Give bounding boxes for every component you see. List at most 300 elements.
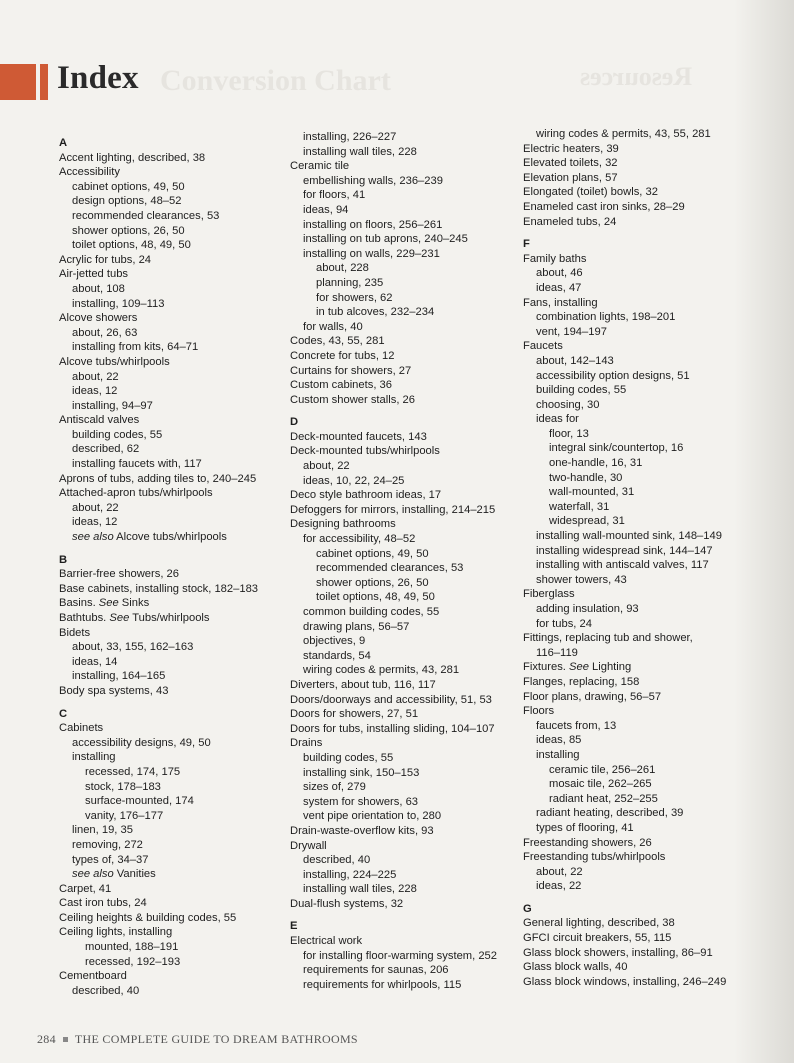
entry-text: 116–119 <box>536 646 578 659</box>
entry-text: Diverters, about tub, 116, 117 <box>290 678 436 691</box>
index-entry <box>59 721 294 736</box>
index-subentry <box>523 427 758 442</box>
entry-text: toilet options, 48, 49, 50 <box>72 239 191 252</box>
index-entry <box>523 252 758 267</box>
index-entry <box>523 916 758 931</box>
cross-reference-text: Alcove tubs/whirlpools <box>113 531 227 544</box>
index-entry <box>290 393 525 408</box>
index-subentry <box>523 281 758 296</box>
entry-text: Aprons of tubs, adding tiles to, 240–245 <box>59 472 257 485</box>
index-entry <box>523 850 758 865</box>
index-entry <box>523 660 758 675</box>
index-entry <box>59 472 294 487</box>
index-entry <box>290 444 525 459</box>
index-subentry <box>59 669 294 684</box>
book-title: THE COMPLETE GUIDE TO DREAM BATHROOMS <box>74 1032 358 1046</box>
entry-text: removing, 272 <box>72 838 143 851</box>
index-subentry <box>59 640 294 655</box>
index-subentry <box>290 561 525 576</box>
entry-text: about, 108 <box>72 282 125 295</box>
entry-text: Drywall <box>290 839 327 852</box>
cross-reference-text: Lighting <box>588 661 632 674</box>
index-subentry <box>59 457 294 472</box>
entry-text: recommended clearances, 53 <box>316 562 464 575</box>
index-subentry <box>290 663 525 678</box>
index-entry <box>523 156 758 171</box>
index-entry <box>59 684 294 699</box>
index-subentry <box>59 340 294 355</box>
entry-text: about, 33, 155, 162–163 <box>72 641 194 654</box>
entry-text: installing with antiscald valves, 117 <box>536 559 709 572</box>
entry-text: General lighting, described, 38 <box>523 917 675 930</box>
entry-text: floor, 13 <box>549 427 589 440</box>
entry-text: Accessibility <box>59 166 120 179</box>
index-subentry <box>290 766 525 781</box>
entry-text: types of, 34–37 <box>72 853 149 866</box>
index-subentry <box>290 882 525 897</box>
index-subentry <box>290 751 525 766</box>
index-subentry <box>59 515 294 530</box>
entry-text: for floors, 41 <box>303 189 366 202</box>
entry-text: Deck-mounted tubs/whirlpools <box>290 445 440 458</box>
entry-text: about, 142–143 <box>536 354 614 367</box>
index-entry <box>59 355 294 370</box>
index-subentry <box>290 963 525 978</box>
entry-text: radiant heat, 252–255 <box>549 792 658 805</box>
entry-text: radiant heating, described, 39 <box>536 807 684 820</box>
entry-text: waterfall, 31 <box>549 500 610 513</box>
index-entry <box>290 517 525 532</box>
index-subentry <box>290 780 525 795</box>
index-subentry <box>59 384 294 399</box>
entry-text: ideas, 12 <box>72 516 118 529</box>
index-entry <box>290 334 525 349</box>
entry-text: for tubs, 24 <box>536 617 592 630</box>
index-entry <box>290 722 525 737</box>
entry-text: ideas, 22 <box>536 880 582 893</box>
index-subentry <box>290 949 525 964</box>
entry-text: ideas for <box>536 413 579 426</box>
index-entry <box>290 159 525 174</box>
entry-text: mounted, 188–191 <box>85 941 179 954</box>
page-number: 284 <box>37 1032 56 1046</box>
index-subentry <box>290 291 525 306</box>
index-entry <box>59 253 294 268</box>
entry-text: Elongated (toilet) bowls, 32 <box>523 186 658 199</box>
index-subentry <box>290 795 525 810</box>
entry-text: Glass block walls, 40 <box>523 961 628 974</box>
see-reference-label: See <box>569 661 589 674</box>
entry-text: mosaic tile, 262–265 <box>549 778 652 791</box>
index-subentry <box>59 765 294 780</box>
entry-text: C <box>59 707 68 720</box>
entry-text: installing on walls, 229–231 <box>303 247 440 260</box>
page-title: Index <box>57 60 139 96</box>
index-subentry <box>523 529 758 544</box>
entry-text: Fiberglass <box>523 588 575 601</box>
entry-text: G <box>523 902 532 915</box>
index-entry <box>523 631 758 646</box>
index-entry <box>59 969 294 984</box>
entry-text: Glass block windows, installing, 246–249 <box>523 975 727 988</box>
index-entry <box>290 378 525 393</box>
index-subentry <box>290 276 525 291</box>
entry-text: described, 40 <box>303 854 371 867</box>
entry-text: planning, 235 <box>316 276 384 289</box>
index-subentry <box>523 310 758 325</box>
entry-text: installing, 109–113 <box>72 297 165 310</box>
entry-text: Curtains for showers, 27 <box>290 364 412 377</box>
entry-text: requirements for whirlpools, 115 <box>303 978 462 991</box>
index-subentry <box>290 978 525 993</box>
entry-text: installing <box>536 748 580 761</box>
section-tab-bar <box>40 64 48 100</box>
index-subentry <box>59 194 294 209</box>
index-subentry <box>523 806 758 821</box>
entry-text: cabinet options, 49, 50 <box>72 180 185 193</box>
index-letter-heading <box>59 136 294 151</box>
entry-text: Attached-apron tubs/whirlpools <box>59 487 213 500</box>
index-letter-heading <box>290 407 525 430</box>
entry-text: Air-jetted tubs <box>59 268 129 281</box>
index-subentry <box>290 218 525 233</box>
entry-text: shower options, 26, 50 <box>316 576 429 589</box>
entry-text: Basins. <box>59 597 99 610</box>
index-entry <box>523 142 758 157</box>
index-subentry <box>290 474 525 489</box>
index-entry <box>523 946 758 961</box>
entry-text: Body spa systems, 43 <box>59 684 169 697</box>
index-subentry <box>290 532 525 547</box>
bleed-through-text: Resources <box>580 62 693 91</box>
entry-text: Designing bathrooms <box>290 518 396 531</box>
entry-text: recessed, 192–193 <box>85 955 181 968</box>
entry-text: installing, 224–225 <box>303 868 397 881</box>
entry-text: Carpet, 41 <box>59 882 112 895</box>
index-subentry <box>290 634 525 649</box>
entry-text: standards, 54 <box>303 649 371 662</box>
index-entry <box>290 707 525 722</box>
entry-text: cabinet options, 49, 50 <box>316 547 429 560</box>
index-subentry <box>523 456 758 471</box>
index-subentry <box>290 868 525 883</box>
entry-text: about, 22 <box>72 370 119 383</box>
index-subentry <box>290 576 525 591</box>
index-subentry <box>523 777 758 792</box>
index-entry <box>290 693 525 708</box>
index-letter-heading <box>59 545 294 568</box>
index-entry <box>59 165 294 180</box>
entry-text: sizes of, 279 <box>303 781 366 794</box>
entry-text: Base cabinets, installing stock, 182–183 <box>59 582 259 595</box>
entry-text: Bathtubs. <box>59 612 110 624</box>
index-entry <box>59 582 294 597</box>
entry-text: system for showers, 63 <box>303 795 419 808</box>
index-subentry <box>523 369 758 384</box>
entry-text: Electric heaters, 39 <box>523 142 619 155</box>
entry-text: surface-mounted, 174 <box>85 795 194 808</box>
entry-text: Barrier-free showers, 26 <box>59 568 179 581</box>
index-letter-heading <box>523 894 758 917</box>
entry-text: installing from kits, 64–71 <box>72 341 199 354</box>
index-entry <box>290 736 525 751</box>
index-subentry <box>290 809 525 824</box>
see-reference-label: See <box>98 597 119 610</box>
index-entry <box>523 675 758 690</box>
entry-text: recessed, 174, 175 <box>85 765 181 778</box>
index-entry <box>523 960 758 975</box>
index-subentry <box>523 471 758 486</box>
entry-text: ideas, 12 <box>72 385 118 398</box>
index-subentry <box>59 940 294 955</box>
entry-text: ideas, 94 <box>303 203 349 216</box>
index-subentry <box>523 763 758 778</box>
index-entry <box>290 503 525 518</box>
entry-text: Alcove showers <box>59 312 138 325</box>
index-entry <box>523 339 758 354</box>
entry-text: widespread, 31 <box>549 515 625 528</box>
index-subentry <box>59 282 294 297</box>
index-subentry <box>59 501 294 516</box>
entry-text: for walls, 40 <box>303 320 363 333</box>
entry-text: Elevated toilets, 32 <box>523 157 618 170</box>
entry-text: Drains <box>290 737 323 750</box>
index-entry <box>290 364 525 379</box>
entry-text: about, 26, 63 <box>72 326 138 339</box>
entry-text: requirements for saunas, 206 <box>303 964 449 977</box>
index-subentry <box>523 646 758 661</box>
index-entry <box>290 430 525 445</box>
entry-text: vanity, 176–177 <box>85 809 164 822</box>
entry-text: stock, 178–183 <box>85 780 161 793</box>
entry-text: installing sink, 150–153 <box>303 766 420 779</box>
entry-text: ideas, 10, 22, 24–25 <box>303 474 405 487</box>
index-subentry <box>523 500 758 515</box>
entry-text: Doors for tubs, installing sliding, 104–107 <box>290 722 495 735</box>
entry-text: recommended clearances, 53 <box>72 209 220 222</box>
entry-text: Doors for showers, 27, 51 <box>290 708 419 721</box>
index-subentry <box>59 399 294 414</box>
entry-text: Fittings, replacing tub and shower, <box>523 632 693 645</box>
entry-text: Faucets <box>523 340 563 353</box>
entry-text: Cementboard <box>59 970 127 983</box>
index-entry <box>523 975 758 990</box>
entry-text: installing wall tiles, 228 <box>303 883 417 896</box>
section-tab-marker <box>0 64 36 100</box>
entry-text: Codes, 43, 55, 281 <box>290 335 385 348</box>
index-subentry <box>523 865 758 880</box>
entry-text: Glass block showers, installing, 86–91 <box>523 946 713 959</box>
index-entry <box>290 678 525 693</box>
entry-text: Cabinets <box>59 722 104 735</box>
index-subentry <box>59 428 294 443</box>
index-entry <box>59 626 294 641</box>
entry-text: shower towers, 43 <box>536 573 627 586</box>
index-subentry <box>59 370 294 385</box>
entry-text: objectives, 9 <box>303 635 366 648</box>
index-subentry <box>59 750 294 765</box>
entry-text: wiring codes & permits, 43, 55, 281 <box>536 128 711 140</box>
index-entry <box>523 690 758 705</box>
index-subentry <box>290 605 525 620</box>
index-column-1 <box>59 136 294 998</box>
index-subentry <box>523 514 758 529</box>
entry-text: Acrylic for tubs, 24 <box>59 253 152 266</box>
index-subentry <box>59 955 294 970</box>
entry-text: about, 22 <box>303 460 350 473</box>
cross-reference-text: Vanities <box>113 868 156 881</box>
index-subentry <box>59 297 294 312</box>
index-subentry <box>523 879 758 894</box>
entry-text: Custom cabinets, 36 <box>290 379 392 392</box>
entry-text: wiring codes & permits, 43, 281 <box>303 664 460 677</box>
index-letter-heading <box>290 911 525 934</box>
cross-reference-text: Tubs/whirlpools <box>129 612 210 624</box>
entry-text: Deco style bathroom ideas, 17 <box>290 489 442 502</box>
entry-text: A <box>59 137 68 149</box>
index-subentry <box>290 174 525 189</box>
entry-text: two-handle, 30 <box>549 471 623 484</box>
index-entry <box>290 349 525 364</box>
entry-text: D <box>290 416 299 429</box>
index-entry <box>290 934 525 949</box>
index-subentry <box>523 266 758 281</box>
index-subentry <box>523 748 758 763</box>
entry-text: shower options, 26, 50 <box>72 224 185 237</box>
index-subentry <box>523 792 758 807</box>
index-subentry <box>290 459 525 474</box>
index-entry <box>523 931 758 946</box>
index-subentry <box>59 326 294 341</box>
index-entry <box>59 567 294 582</box>
index-subentry <box>523 383 758 398</box>
index-entry <box>290 824 525 839</box>
index-entry <box>523 171 758 186</box>
index-subentry <box>59 238 294 253</box>
index-entry <box>59 311 294 326</box>
entry-text: Enameled tubs, 24 <box>523 215 617 228</box>
index-subentry <box>523 617 758 632</box>
index-entry <box>59 882 294 897</box>
entry-text: Concrete for tubs, 12 <box>290 349 395 362</box>
index-subentry <box>523 412 758 427</box>
index-letter-heading <box>523 229 758 252</box>
index-subentry <box>523 354 758 369</box>
entry-text: building codes, 55 <box>303 751 394 764</box>
index-entry <box>290 839 525 854</box>
index-subentry <box>290 320 525 335</box>
index-subentry <box>290 620 525 635</box>
entry-text: installing wall-mounted sink, 148–149 <box>536 530 722 543</box>
entry-text: ideas, 47 <box>536 281 582 294</box>
index-subentry <box>59 853 294 868</box>
entry-text: Accent lighting, described, 38 <box>59 151 206 164</box>
entry-text: described, 62 <box>72 443 140 456</box>
index-subentry <box>523 719 758 734</box>
entry-text: Floor plans, drawing, 56–57 <box>523 690 662 703</box>
index-entry <box>59 925 294 940</box>
entry-text: wall-mounted, 31 <box>549 486 635 499</box>
index-subentry <box>523 441 758 456</box>
index-subentry <box>59 530 294 545</box>
index-entry <box>59 486 294 501</box>
entry-text: F <box>523 238 530 251</box>
index-subentry <box>290 261 525 276</box>
entry-text: design options, 48–52 <box>72 195 182 208</box>
index-subentry <box>523 733 758 748</box>
index-subentry <box>59 984 294 999</box>
index-subentry <box>523 485 758 500</box>
index-entry <box>59 267 294 282</box>
index-entry <box>523 836 758 851</box>
index-entry <box>59 413 294 428</box>
index-subentry <box>290 305 525 320</box>
index-subentry <box>290 649 525 664</box>
index-entry <box>59 151 294 166</box>
entry-text: Ceramic tile <box>290 160 350 173</box>
entry-text: accessibility option designs, 51 <box>536 369 690 382</box>
index-subentry <box>59 224 294 239</box>
index-subentry <box>290 547 525 562</box>
entry-text: common building codes, 55 <box>303 606 440 618</box>
entry-text: Defoggers for mirrors, installing, 214–215 <box>290 503 496 516</box>
index-subentry <box>523 325 758 340</box>
entry-text: installing faucets with, 117 <box>72 458 202 471</box>
index-subentry <box>290 188 525 203</box>
entry-text: Doors/doorways and accessibility, 51, 53 <box>290 693 492 706</box>
index-entry <box>523 296 758 311</box>
index-subentry <box>59 867 294 882</box>
entry-text: one-handle, 16, 31 <box>549 457 643 470</box>
entry-text: Bidets <box>59 626 91 639</box>
see-reference-label: See <box>109 612 130 624</box>
index-letter-heading <box>59 699 294 722</box>
entry-text: installing widespread sink, 144–147 <box>536 544 713 557</box>
entry-text: installing <box>72 751 116 764</box>
entry-text: ideas, 85 <box>536 734 582 747</box>
index-subentry <box>290 590 525 605</box>
index-entry <box>523 200 758 215</box>
index-entry <box>523 215 758 230</box>
entry-text: adding insulation, 93 <box>536 603 639 615</box>
entry-text: described, 40 <box>72 984 140 997</box>
entry-text: accessibility designs, 49, 50 <box>72 736 211 749</box>
see-also-label: see also <box>72 868 114 881</box>
see-also-label: see also <box>72 531 114 544</box>
index-subentry <box>59 209 294 224</box>
index-subentry <box>59 809 294 824</box>
entry-text: E <box>290 920 298 933</box>
entry-text: GFCI circuit breakers, 55, 115 <box>523 932 672 945</box>
page-footer <box>37 1032 358 1047</box>
entry-text: Alcove tubs/whirlpools <box>59 355 170 368</box>
index-subentry <box>290 232 525 247</box>
index-entry <box>523 185 758 200</box>
index-entry <box>59 896 294 911</box>
index-subentry <box>59 823 294 838</box>
index-subentry <box>523 558 758 573</box>
entry-text: embellishing walls, 236–239 <box>303 174 443 187</box>
index-subentry <box>59 655 294 670</box>
bleed-through-text: Conversion Chart <box>160 64 391 97</box>
entry-text: for showers, 62 <box>316 291 393 304</box>
footer-separator <box>63 1037 68 1042</box>
entry-text: ceramic tile, 256–261 <box>549 763 656 776</box>
entry-text: vent pipe orientation to, 280 <box>303 810 442 823</box>
entry-text: Dual-flush systems, 32 <box>290 897 404 910</box>
entry-text: Cast iron tubs, 24 <box>59 897 147 910</box>
index-entry <box>523 587 758 602</box>
